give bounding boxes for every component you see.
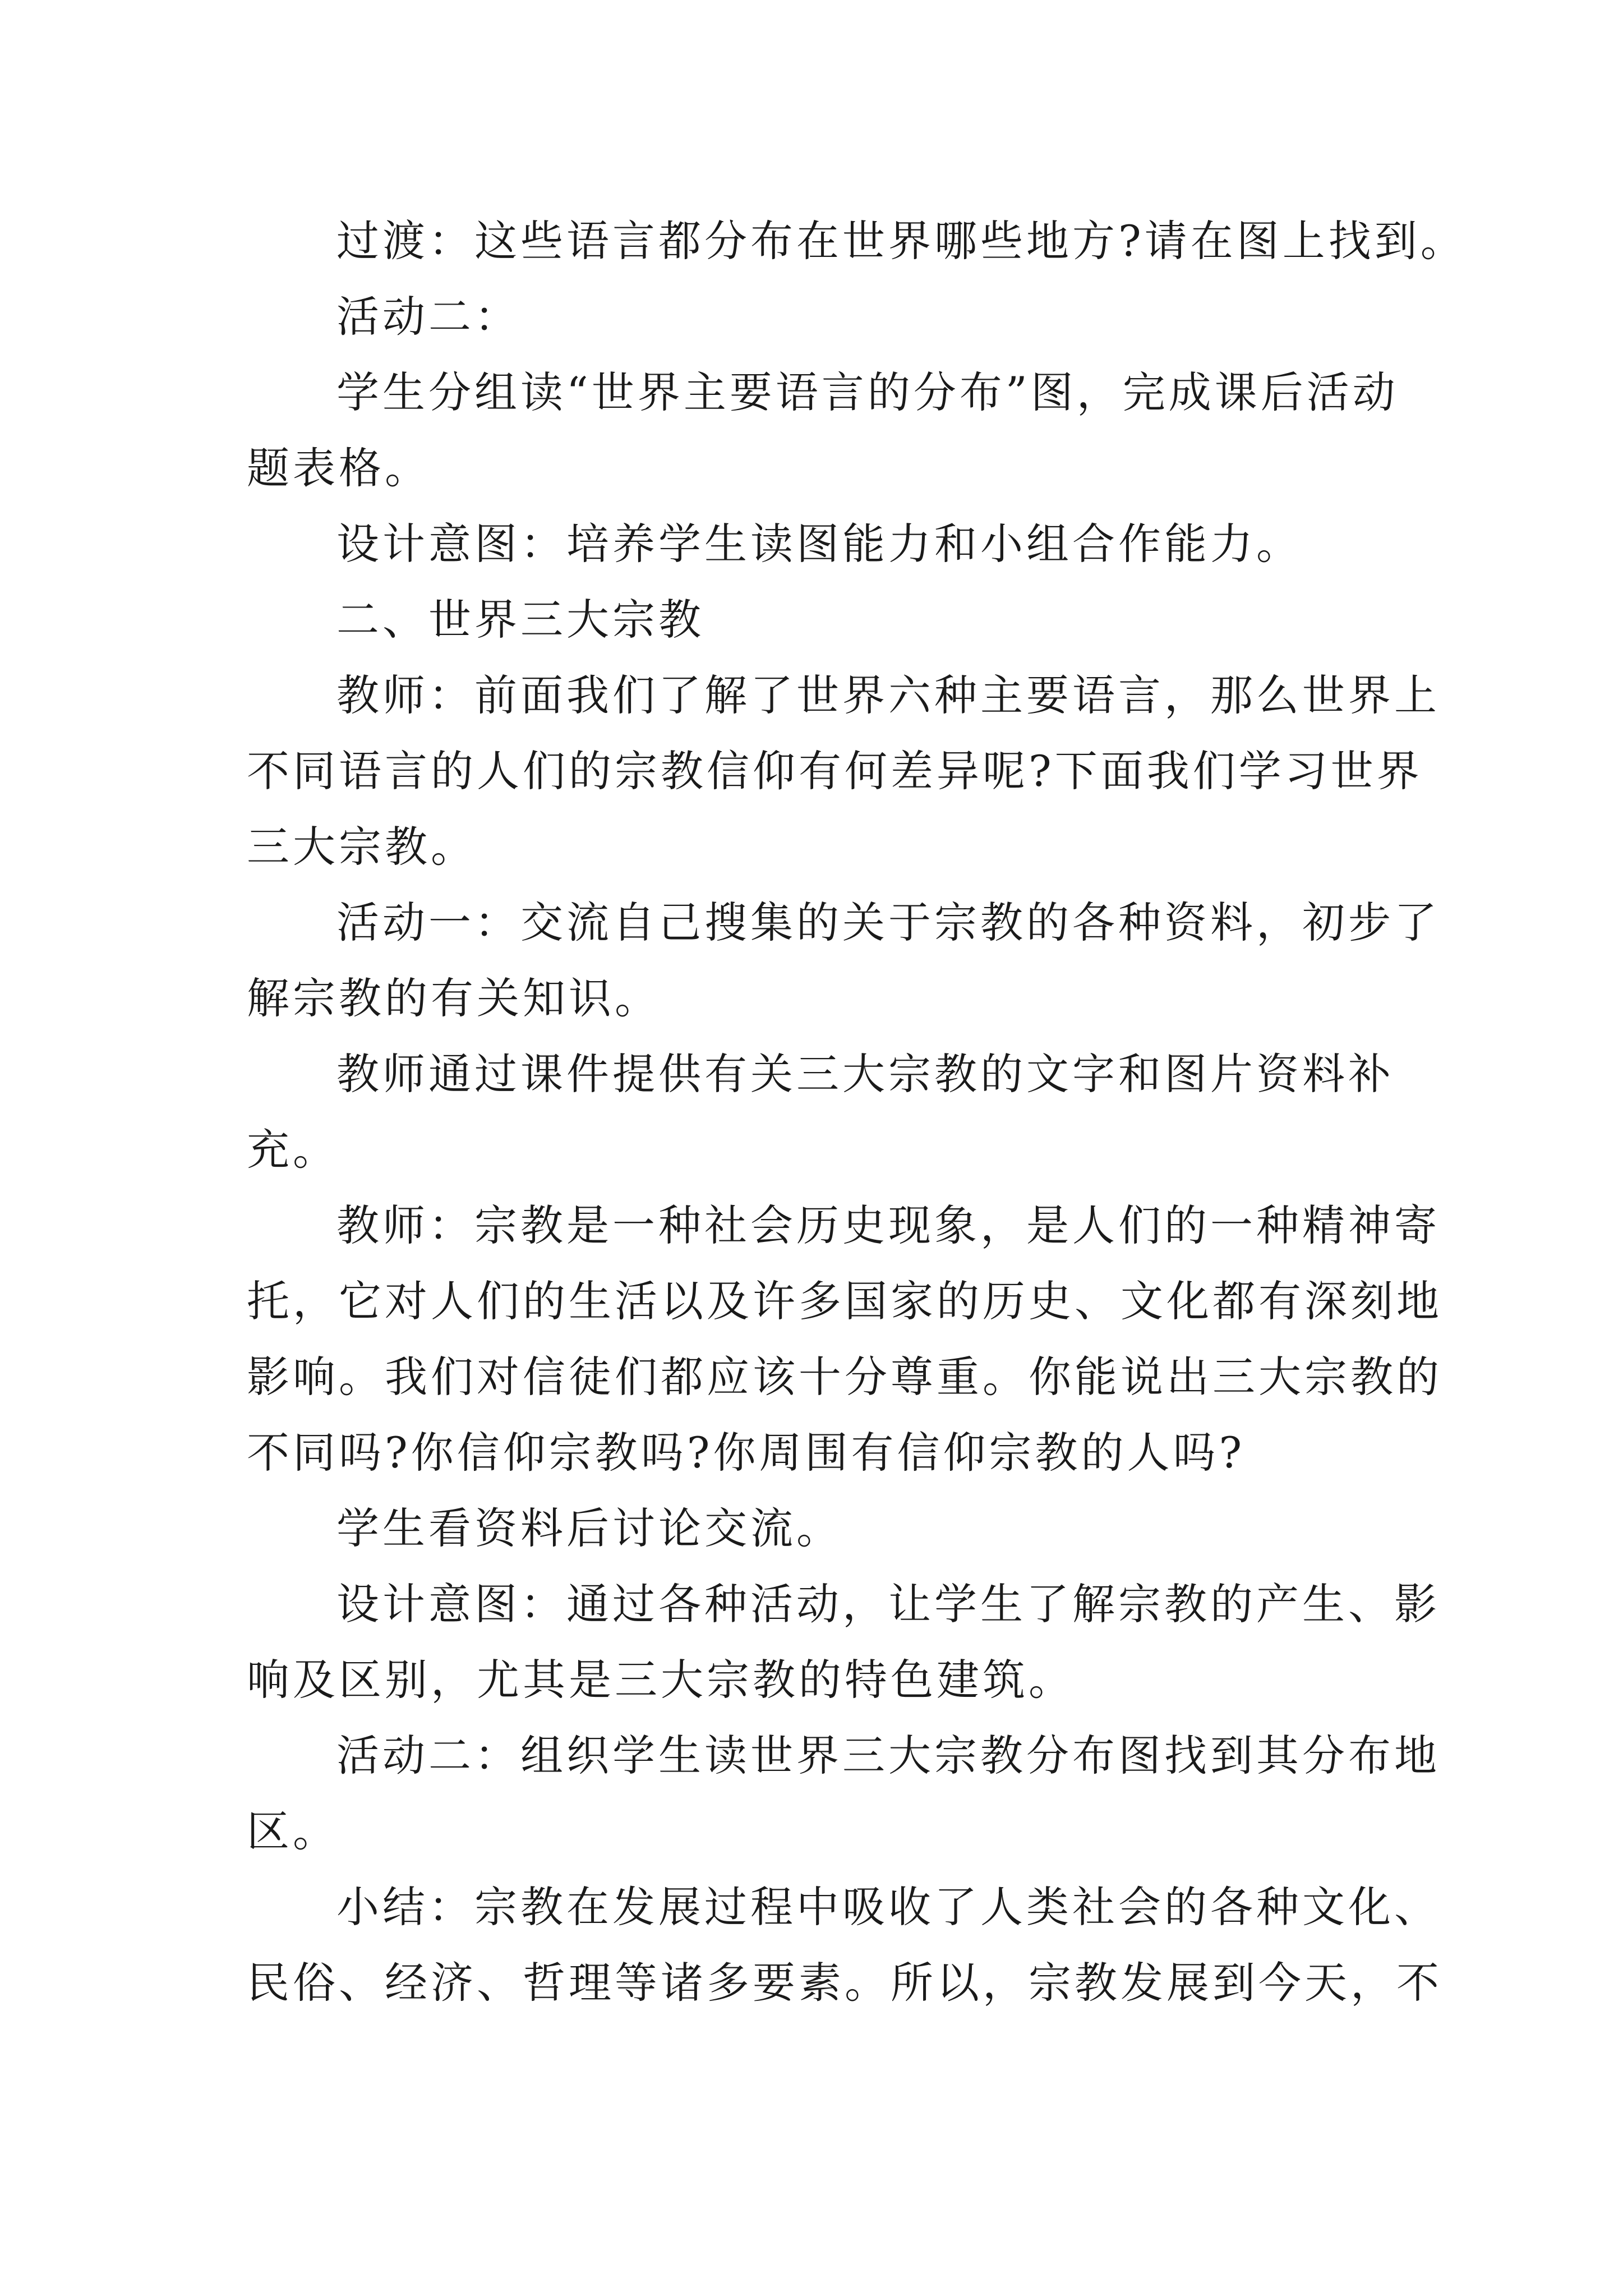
text-line: 不同语言的人们的宗教信仰有何差异呢?下面我们学习世界	[247, 746, 1423, 796]
text-line: 解宗教的有关知识。	[247, 973, 661, 1023]
text-line: 教师：宗教是一种社会历史现象，是人们的一种精神寄	[336, 1200, 1440, 1250]
text-line: 不同吗?你信仰宗教吗?你周围有信仰宗教的人吗?	[247, 1428, 1246, 1478]
text-line: 过渡：这些语言都分布在世界哪些地方?请在图上找到。	[336, 216, 1467, 266]
section-heading: 二、世界三大宗教	[336, 595, 704, 645]
text-line: 小结：宗教在发展过程中吸收了人类社会的各种文化、	[336, 1882, 1440, 1932]
text-line: 区。	[247, 1806, 339, 1856]
text-line: 设计意图：培养学生读图能力和小组合作能力。	[336, 519, 1302, 569]
text-line: 民俗、经济、哲理等诸多要素。所以，宗教发展到今天，不	[247, 1958, 1442, 2008]
text-line: 影响。我们对信徒们都应该十分尊重。你能说出三大宗教的	[247, 1352, 1442, 1402]
text-line: 活动二：组织学生读世界三大宗教分布图找到其分布地	[336, 1731, 1440, 1780]
text-line: 设计意图：通过各种活动，让学生了解宗教的产生、影	[336, 1579, 1440, 1629]
text-line: 托，它对人们的生活以及许多国家的历史、文化都有深刻地	[247, 1276, 1442, 1326]
text-line: 活动二：	[336, 292, 520, 342]
text-line: 教师：前面我们了解了世界六种主要语言，那么世界上	[336, 670, 1440, 720]
text-line: 学生分组读“世界主要语言的分布”图，完成课后活动	[336, 367, 1399, 417]
text-line: 充。	[247, 1125, 339, 1175]
text-line: 响及区别，尤其是三大宗教的特色建筑。	[247, 1655, 1075, 1705]
text-line: 教师通过课件提供有关三大宗教的文字和图片资料补	[336, 1049, 1394, 1099]
text-line: 题表格。	[247, 443, 431, 493]
text-line: 学生看资料后讨论交流。	[336, 1503, 842, 1553]
text-line: 三大宗教。	[247, 822, 477, 872]
text-line: 活动一：交流自己搜集的关于宗教的各种资料，初步了	[336, 898, 1440, 947]
